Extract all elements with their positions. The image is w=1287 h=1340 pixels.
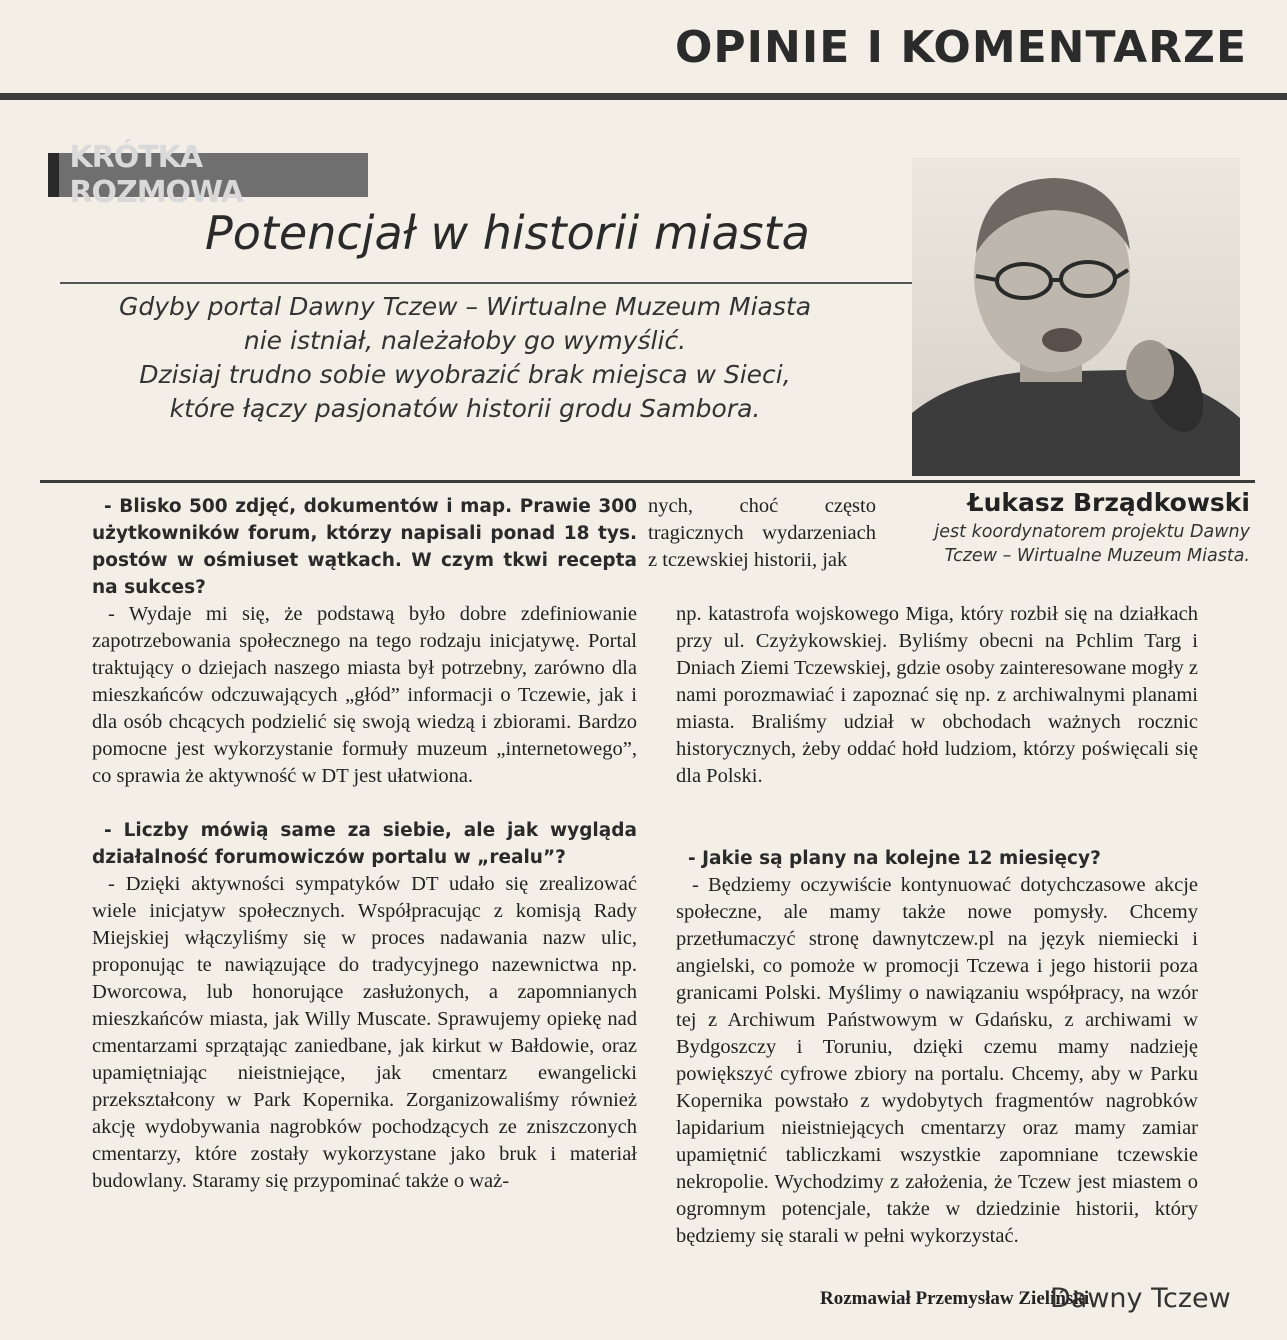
interviewee-name: Łukasz Brządkowski	[967, 488, 1250, 517]
section-rule	[0, 93, 1287, 100]
question-2: - Liczby mówią same za siebie, ale jak wygląda działalność forumowiczów portalu w „realu”?	[92, 820, 637, 868]
lead-line: Gdyby portal Dawny Tczew – Wirtualne Muzeum Miasta	[118, 292, 812, 321]
kicker-bar	[48, 153, 59, 197]
column-right-top	[648, 493, 876, 574]
answer-2-continued-long: np. katastrofa wojskowego Miga, który rozbił się na działkach przy ul. Czyżykowskiej. Byliśmy obecni na Pchlim Targ i Dniach Ziemi Tczewskiej, gdzie osoby zainteresowane mogły z nami porozmawiać i zapoznać się np. z archiwalnymi planami miasta. Braliśmy udział w obchodach ważnych rocznic historycznych, żeby oddać hołd ludziom, którzy poświęcali się dla Polski.	[676, 603, 1198, 787]
headline-rule	[60, 282, 940, 284]
article-lead	[60, 290, 870, 426]
column-right-bottom	[676, 845, 1198, 1250]
kicker-box	[48, 140, 368, 210]
column-left	[92, 493, 637, 1195]
main-rule	[40, 480, 1255, 483]
portrait-illustration	[912, 158, 1240, 476]
byline: Rozmawiał Przemysław Zieliński	[820, 1288, 1090, 1309]
lead-line: które łączy pasjonatów historii grodu Sambora.	[169, 394, 761, 423]
question-1: - Blisko 500 zdjęć, dokumentów i map. Prawie 300 użytkowników forum, którzy napisali ponad 18 tys. postów w ośmiuset wątkach. W czym tkwi recepta na sukces?	[92, 496, 637, 598]
answer-2-continued: nych, choć często tragicznych wydarzeniach z tczewskiej historii, jak	[648, 495, 876, 571]
interviewee-photo	[912, 158, 1240, 476]
interviewee-role: jest koordynatorem projektu Dawny	[934, 522, 1250, 542]
answer-1: - Wydaje mi się, że podstawą było dobre zdefiniowanie zapotrzebowania społecznego na tego rodzaju inicjatywę. Portal traktujący o dziejach naszego miasta był potrzebny, zarówno dla mieszkańców odczuwających „głód” informacji o Tczewie, jak i dla osób chcących podzielić się swoją wiedzą i zbiorami. Bardzo pomocne jest wykorzystanie formuły muzeum „internetowego”, co sprawia że aktywność w DT jest ułatwiona.	[92, 603, 637, 787]
interviewee-role: Tczew – Wirtualne Muzeum Miasta.	[944, 546, 1250, 566]
answer-3: - Będziemy oczywiście kontynuować dotychczasowe akcje społeczne, ale mamy także nowe pomysły. Chcemy przetłumaczyć stronę dawnytczew.pl na język niemiecki i angielski, co pomoże w promocji Tczewa i jego historii poza granicami Polski. Myślimy o nawiązaniu współpracy, na wzór tej z Archiwum Państwowym w Gdańsku, z archiwami w Bydgoszczy i Toruniu, dzięki czemu mamy nadzieję powiększyć cyfrowe zbiory na portalu. Chcemy, aby w Parku Kopernika powstało z wydobytych fragmentów nagrobków lapidarium nieistniejących cmentarzy oraz mamy zamiar upamiętnić tabliczkami wszystkie zapomniane tczewskie nekropolie. Wychodzimy z założenia, że Tczew jest miastem o ogromnym potencjale, także w dziedzinie historii, który będziemy się starali w pełni wykorzystać.	[676, 874, 1198, 1247]
column-right-middle	[676, 601, 1198, 790]
paragraph-gap	[92, 790, 637, 817]
article-headline: Potencjał w historii miasta	[205, 206, 810, 260]
answer-2: - Dzięki aktywności sympatyków DT udało się zrealizować wiele inicjatyw społecznych. Współpracując z komisją Rady Miejskiej włączyliśmy się w proces nadawania nazw ulic, proponując te nawiązujące do tradycyjnego nazewnictwa np. Dworcowa, lub honorujące zasłużonych, a zapomnianych mieszkańców miasta, jak Willy Muscate. Sprawujemy opiekę nad cmentarzami sprzątając zaniedbane, jak kirkut w Bałdowie, oraz upamiętniając nieistniejące, jak cmentarz ewangelicki przekształcony w Park Kopernika. Zorganizowaliśmy również akcję wydobywania nagrobków pochodzących ze zniszczonych cmentarzy, które zostały wykorzystane jako bruk i materiał budowlany. Staramy się przypominać także o waż-	[92, 873, 637, 1192]
kicker-label: KRÓTKA ROZMOWA	[69, 140, 244, 210]
photo-caption	[905, 486, 1250, 568]
watermark: Dawny Tczew	[1050, 1283, 1231, 1314]
section-title: OPINIE I KOMENTARZE	[675, 22, 1247, 73]
lead-line: Dzisiaj trudno sobie wyobrazić brak miejsca w Sieci,	[139, 360, 791, 389]
question-3: - Jakie są plany na kolejne 12 miesięcy?	[688, 848, 1101, 869]
lead-line: nie istniał, należałoby go wymyślić.	[243, 326, 687, 355]
